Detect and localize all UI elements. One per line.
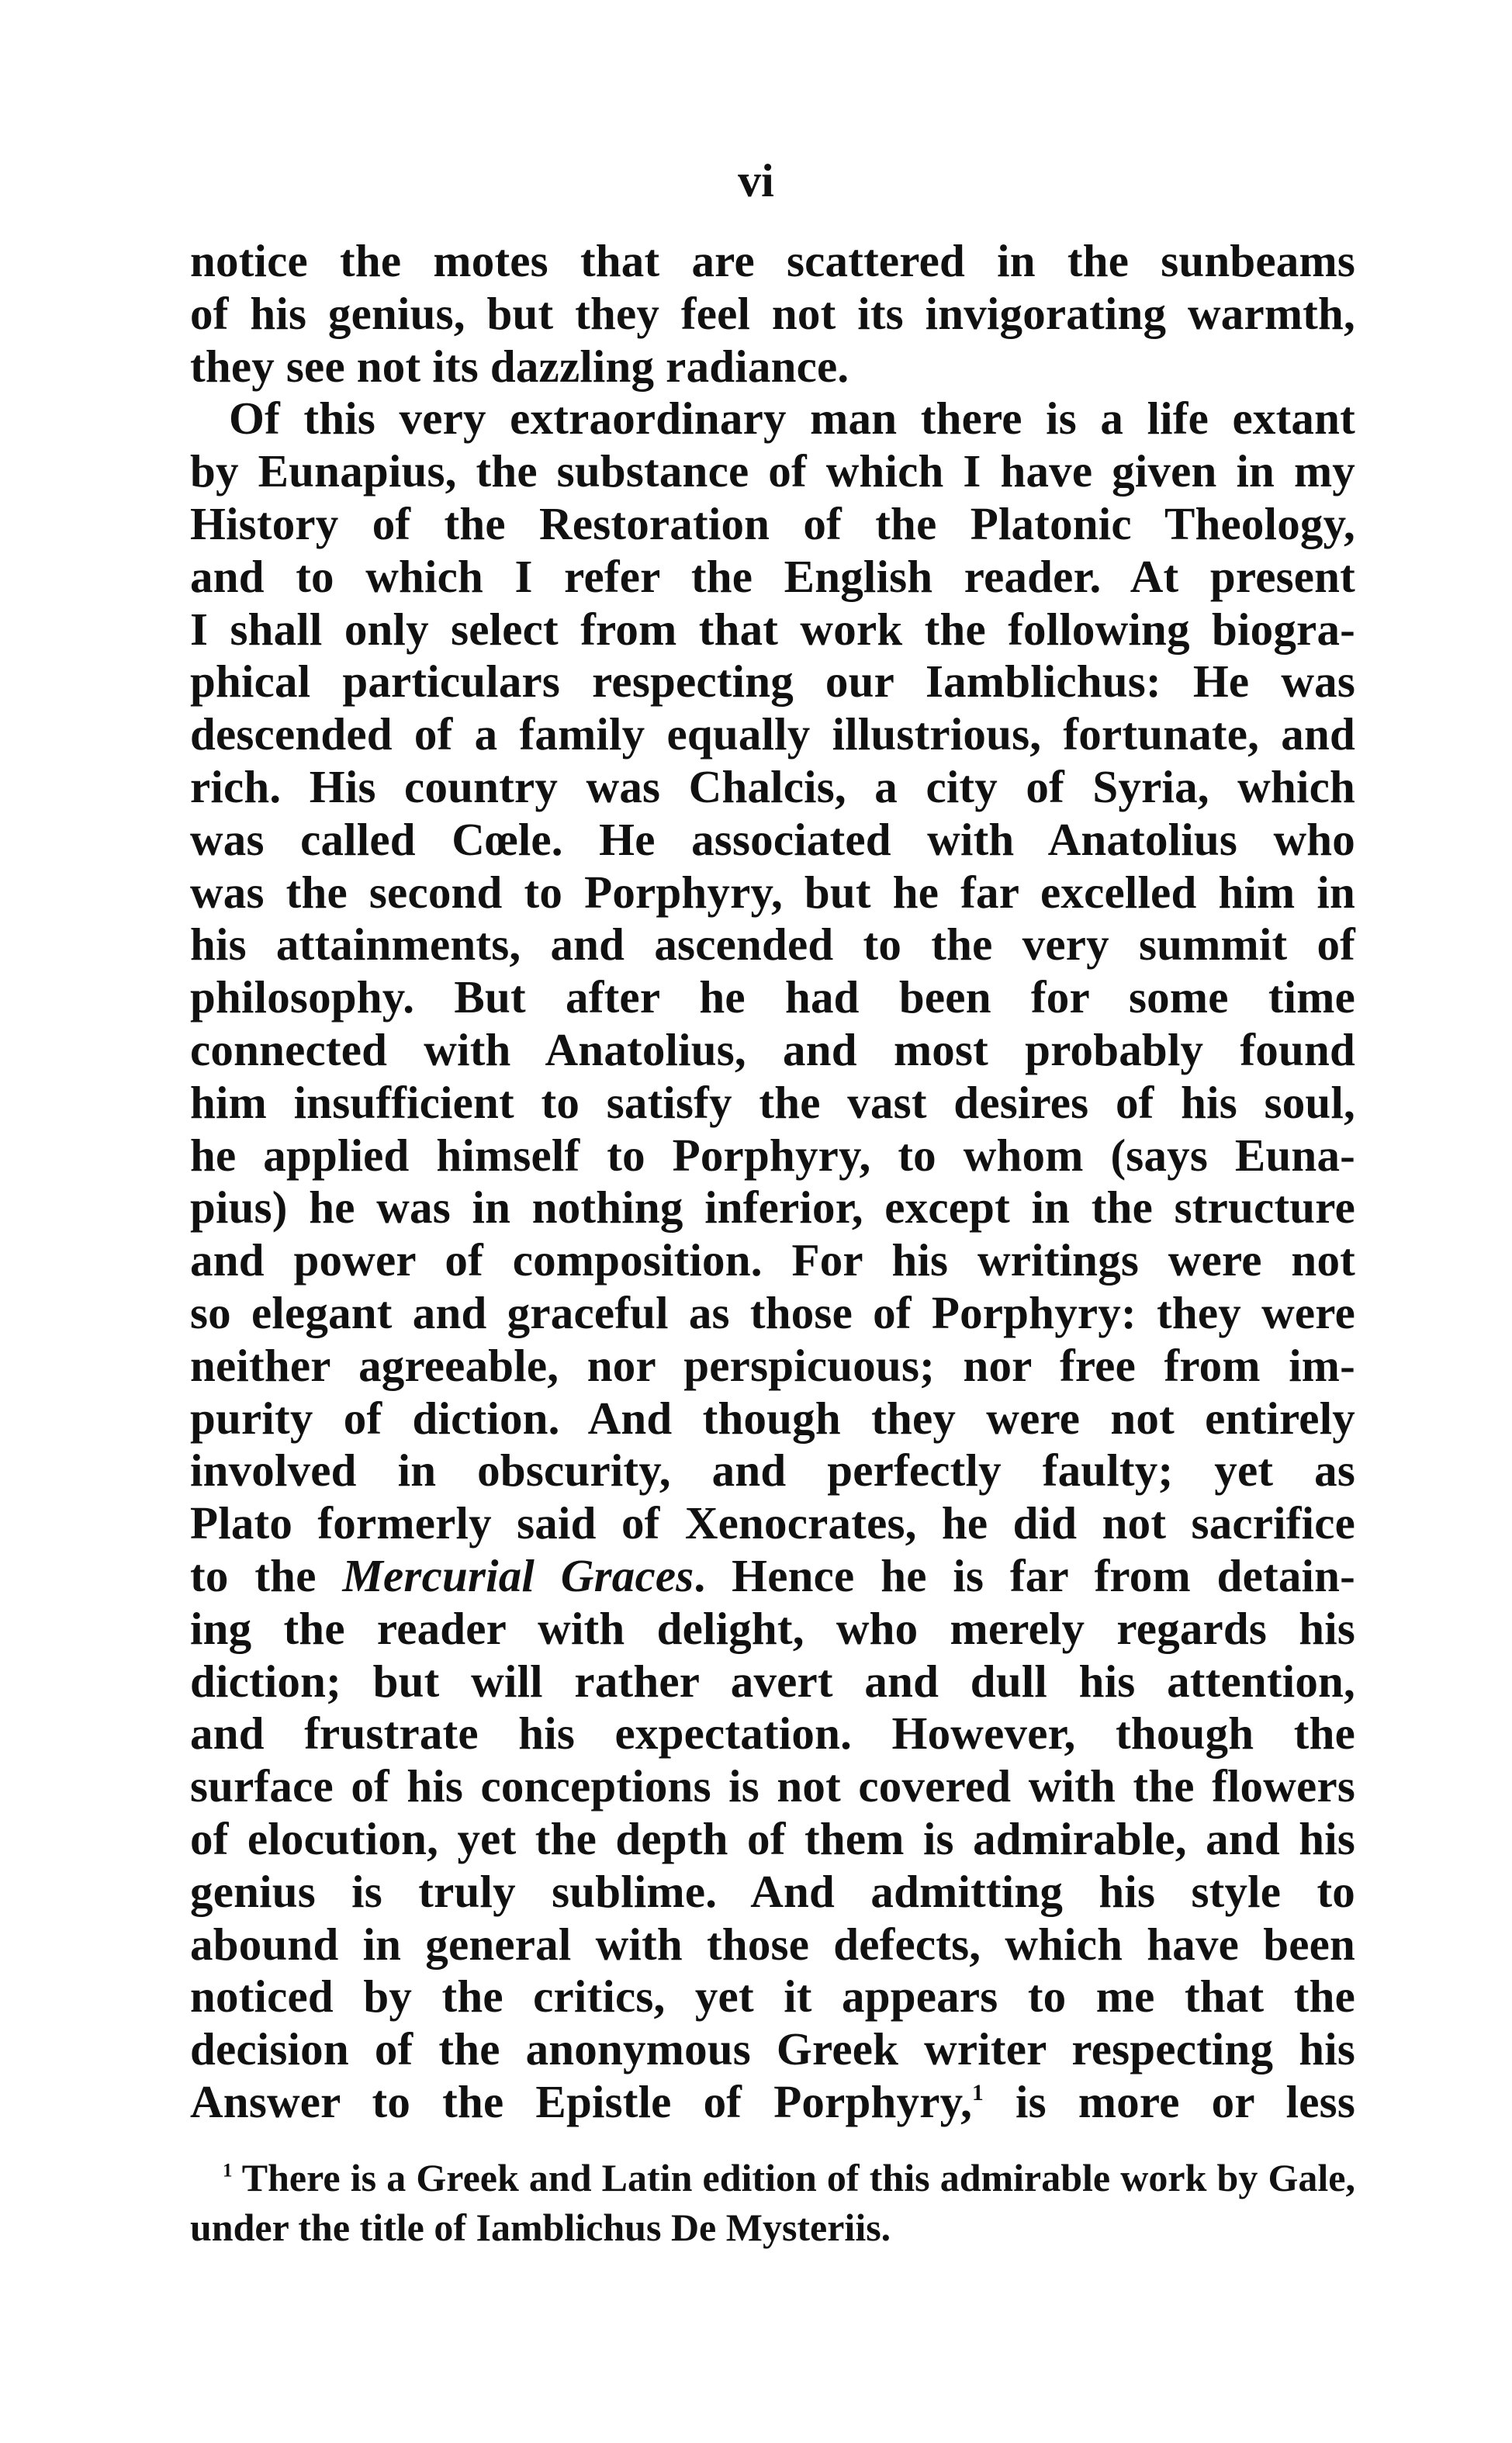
- text-line-with-footnote-ref: [190, 2076, 1355, 2129]
- text-run: . Hence he is far from detain-: [694, 1549, 1355, 1601]
- text-line: History of the Restoration of the Platonic Theology,: [190, 497, 1355, 549]
- text-run: to the: [190, 1549, 343, 1601]
- text-line: philosophy. But after he had been for some time: [190, 971, 1355, 1023]
- paragraph-start-line: Of this very extraordinary man there is a life extant: [229, 393, 1355, 445]
- text-line: connected with Anatolius, and most probably found: [190, 1023, 1355, 1075]
- text-line: his attainments, and ascended to the very summit of: [190, 919, 1355, 971]
- text-line: was called Cœle. He associated with Anatolius who: [190, 813, 1355, 865]
- text-line: phical particulars respecting our Iamblichus: He was: [190, 656, 1355, 708]
- footnote-line: [190, 2153, 1355, 2203]
- text-line: neither agreeable, nor perspicuous; nor free from im-: [190, 1339, 1355, 1391]
- text-line: I shall only select from that work the following biogra-: [190, 603, 1355, 655]
- text-line-with-italic: [190, 1550, 1355, 1603]
- text-line: and to which I refer the English reader. At present: [190, 550, 1355, 602]
- text-line: decision of the anonymous Greek writer respecting his: [190, 2023, 1355, 2075]
- footnote: [190, 2153, 1355, 2252]
- italic-phrase-mercurial-graces: Mercurial Graces: [342, 1549, 694, 1601]
- text-line: notice the motes that are scattered in the sunbeams: [190, 235, 1355, 286]
- body-text: [190, 235, 1355, 2129]
- footnote-marker: 1: [223, 2160, 233, 2182]
- text-line: genius is truly sublime. And admitting his style to: [190, 1865, 1355, 1917]
- page-number: vi: [738, 155, 774, 206]
- text-line: and frustrate his expectation. However, though the: [190, 1708, 1355, 1760]
- text-line: abound in general with those defects, which have been: [190, 1918, 1355, 1970]
- text-line: noticed by the critics, yet it appears to me that the: [190, 1971, 1355, 2023]
- text-line: Plato formerly said of Xenocrates, he did not sacrifice: [190, 1497, 1355, 1549]
- text-line: of elocution, yet the depth of them is admirable, and his: [190, 1812, 1355, 1864]
- text-line: pius) he was in nothing inferior, except in the structure: [190, 1182, 1355, 1234]
- text-line: was the second to Porphyry, but he far excelled him in: [190, 866, 1355, 918]
- text-line: he applied himself to Porphyry, to whom (says Euna-: [190, 1129, 1355, 1181]
- footnote-line: under the title of Iamblichus De Mysteriis.: [190, 2206, 891, 2249]
- text-line: so elegant and graceful as those of Porphyry: they were: [190, 1286, 1355, 1338]
- text-line: ing the reader with delight, who merely regards his: [190, 1602, 1355, 1654]
- text-run: Answer to the Epistle of Porphyry,: [190, 2075, 973, 2127]
- text-line: involved in obscurity, and perfectly faulty; yet as: [190, 1445, 1355, 1497]
- text-line: and power of composition. For his writings were not: [190, 1234, 1355, 1286]
- text-line: him insufficient to satisfy the vast desires of his soul,: [190, 1076, 1355, 1128]
- text-line: descended of a family equally illustrious, fortunate, and: [190, 708, 1355, 760]
- text-line: purity of diction. And though they were not entirely: [190, 1392, 1355, 1444]
- text-run: is more or less: [983, 2075, 1355, 2127]
- text-line: they see not its dazzling radiance.: [190, 340, 849, 392]
- text-line: of his genius, but they feel not its invigorating warmth,: [190, 287, 1355, 339]
- footnote-text: There is a Greek and Latin edition of this admirable work by Gale,: [241, 2156, 1355, 2199]
- text-line: surface of his conceptions is not covered with the flowers: [190, 1760, 1355, 1812]
- text-line: diction; but will rather avert and dull his attention,: [190, 1655, 1355, 1707]
- text-line: by Eunapius, the substance of which I have given in my: [190, 445, 1355, 497]
- footnote-reference[interactable]: 1: [972, 2080, 984, 2106]
- text-line: rich. His country was Chalcis, a city of Syria, which: [190, 760, 1355, 812]
